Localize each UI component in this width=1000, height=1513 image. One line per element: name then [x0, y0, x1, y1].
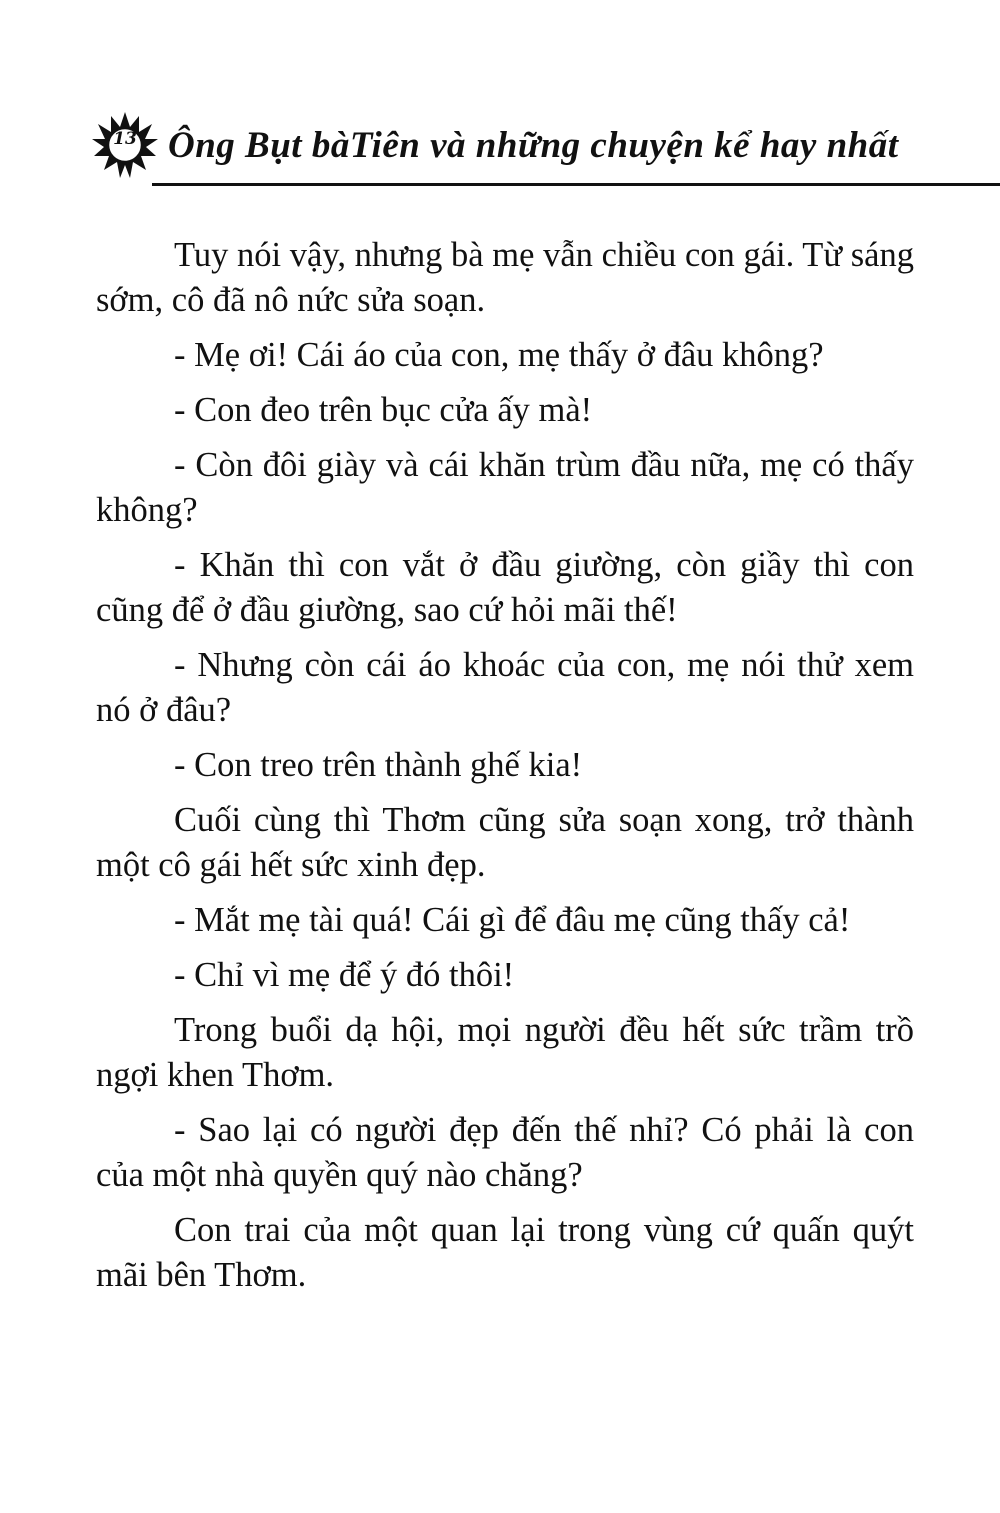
header-divider — [152, 183, 1000, 186]
paragraph: - Nhưng còn cái áo khoác của con, mẹ nói thử xem nó ở đâu? — [96, 646, 914, 729]
paragraph: Trong buổi dạ hội, mọi người đều hết sức trầm trồ ngợi khen Thơm. — [96, 1011, 914, 1094]
paragraph: - Sao lại có người đẹp đến thế nhỉ? Có phải là con của một nhà quyền quý nào chăng? — [96, 1111, 914, 1194]
page-number: 13 — [113, 129, 137, 149]
book-title: Ông Bụt bàTiên và những chuyện kể hay nhất — [168, 125, 899, 166]
paragraph: - Con treo trên thành ghế kia! — [174, 746, 583, 784]
paragraph: Cuối cùng thì Thơm cũng sửa soạn xong, trở thành một cô gái hết sức xinh đẹp. — [96, 801, 914, 884]
story-text — [96, 233, 914, 1308]
paragraph: - Mẹ ơi! Cái áo của con, mẹ thấy ở đâu không? — [174, 336, 824, 374]
paragraph: - Chỉ vì mẹ để ý đó thôi! — [174, 956, 515, 994]
paragraph: - Còn đôi giày và cái khăn trùm đầu nữa, mẹ có thấy không? — [96, 446, 914, 529]
page-number-badge — [92, 112, 158, 178]
paragraph: - Khăn thì con vắt ở đầu giường, còn giầy thì con cũng để ở đầu giường, sao cứ hỏi mãi thế! — [96, 546, 914, 629]
paragraph: - Mắt mẹ tài quá! Cái gì để đâu mẹ cũng thấy cả! — [174, 901, 851, 939]
paragraph: Con trai của một quan lại trong vùng cứ quấn quýt mãi bên Thơm. — [96, 1211, 914, 1294]
paragraph: Tuy nói vậy, nhưng bà mẹ vẫn chiều con gái. Từ sáng sớm, cô đã nô nức sửa soạn. — [96, 236, 914, 319]
page-header — [92, 112, 942, 192]
paragraph: - Con đeo trên bục cửa ấy mà! — [174, 391, 593, 429]
